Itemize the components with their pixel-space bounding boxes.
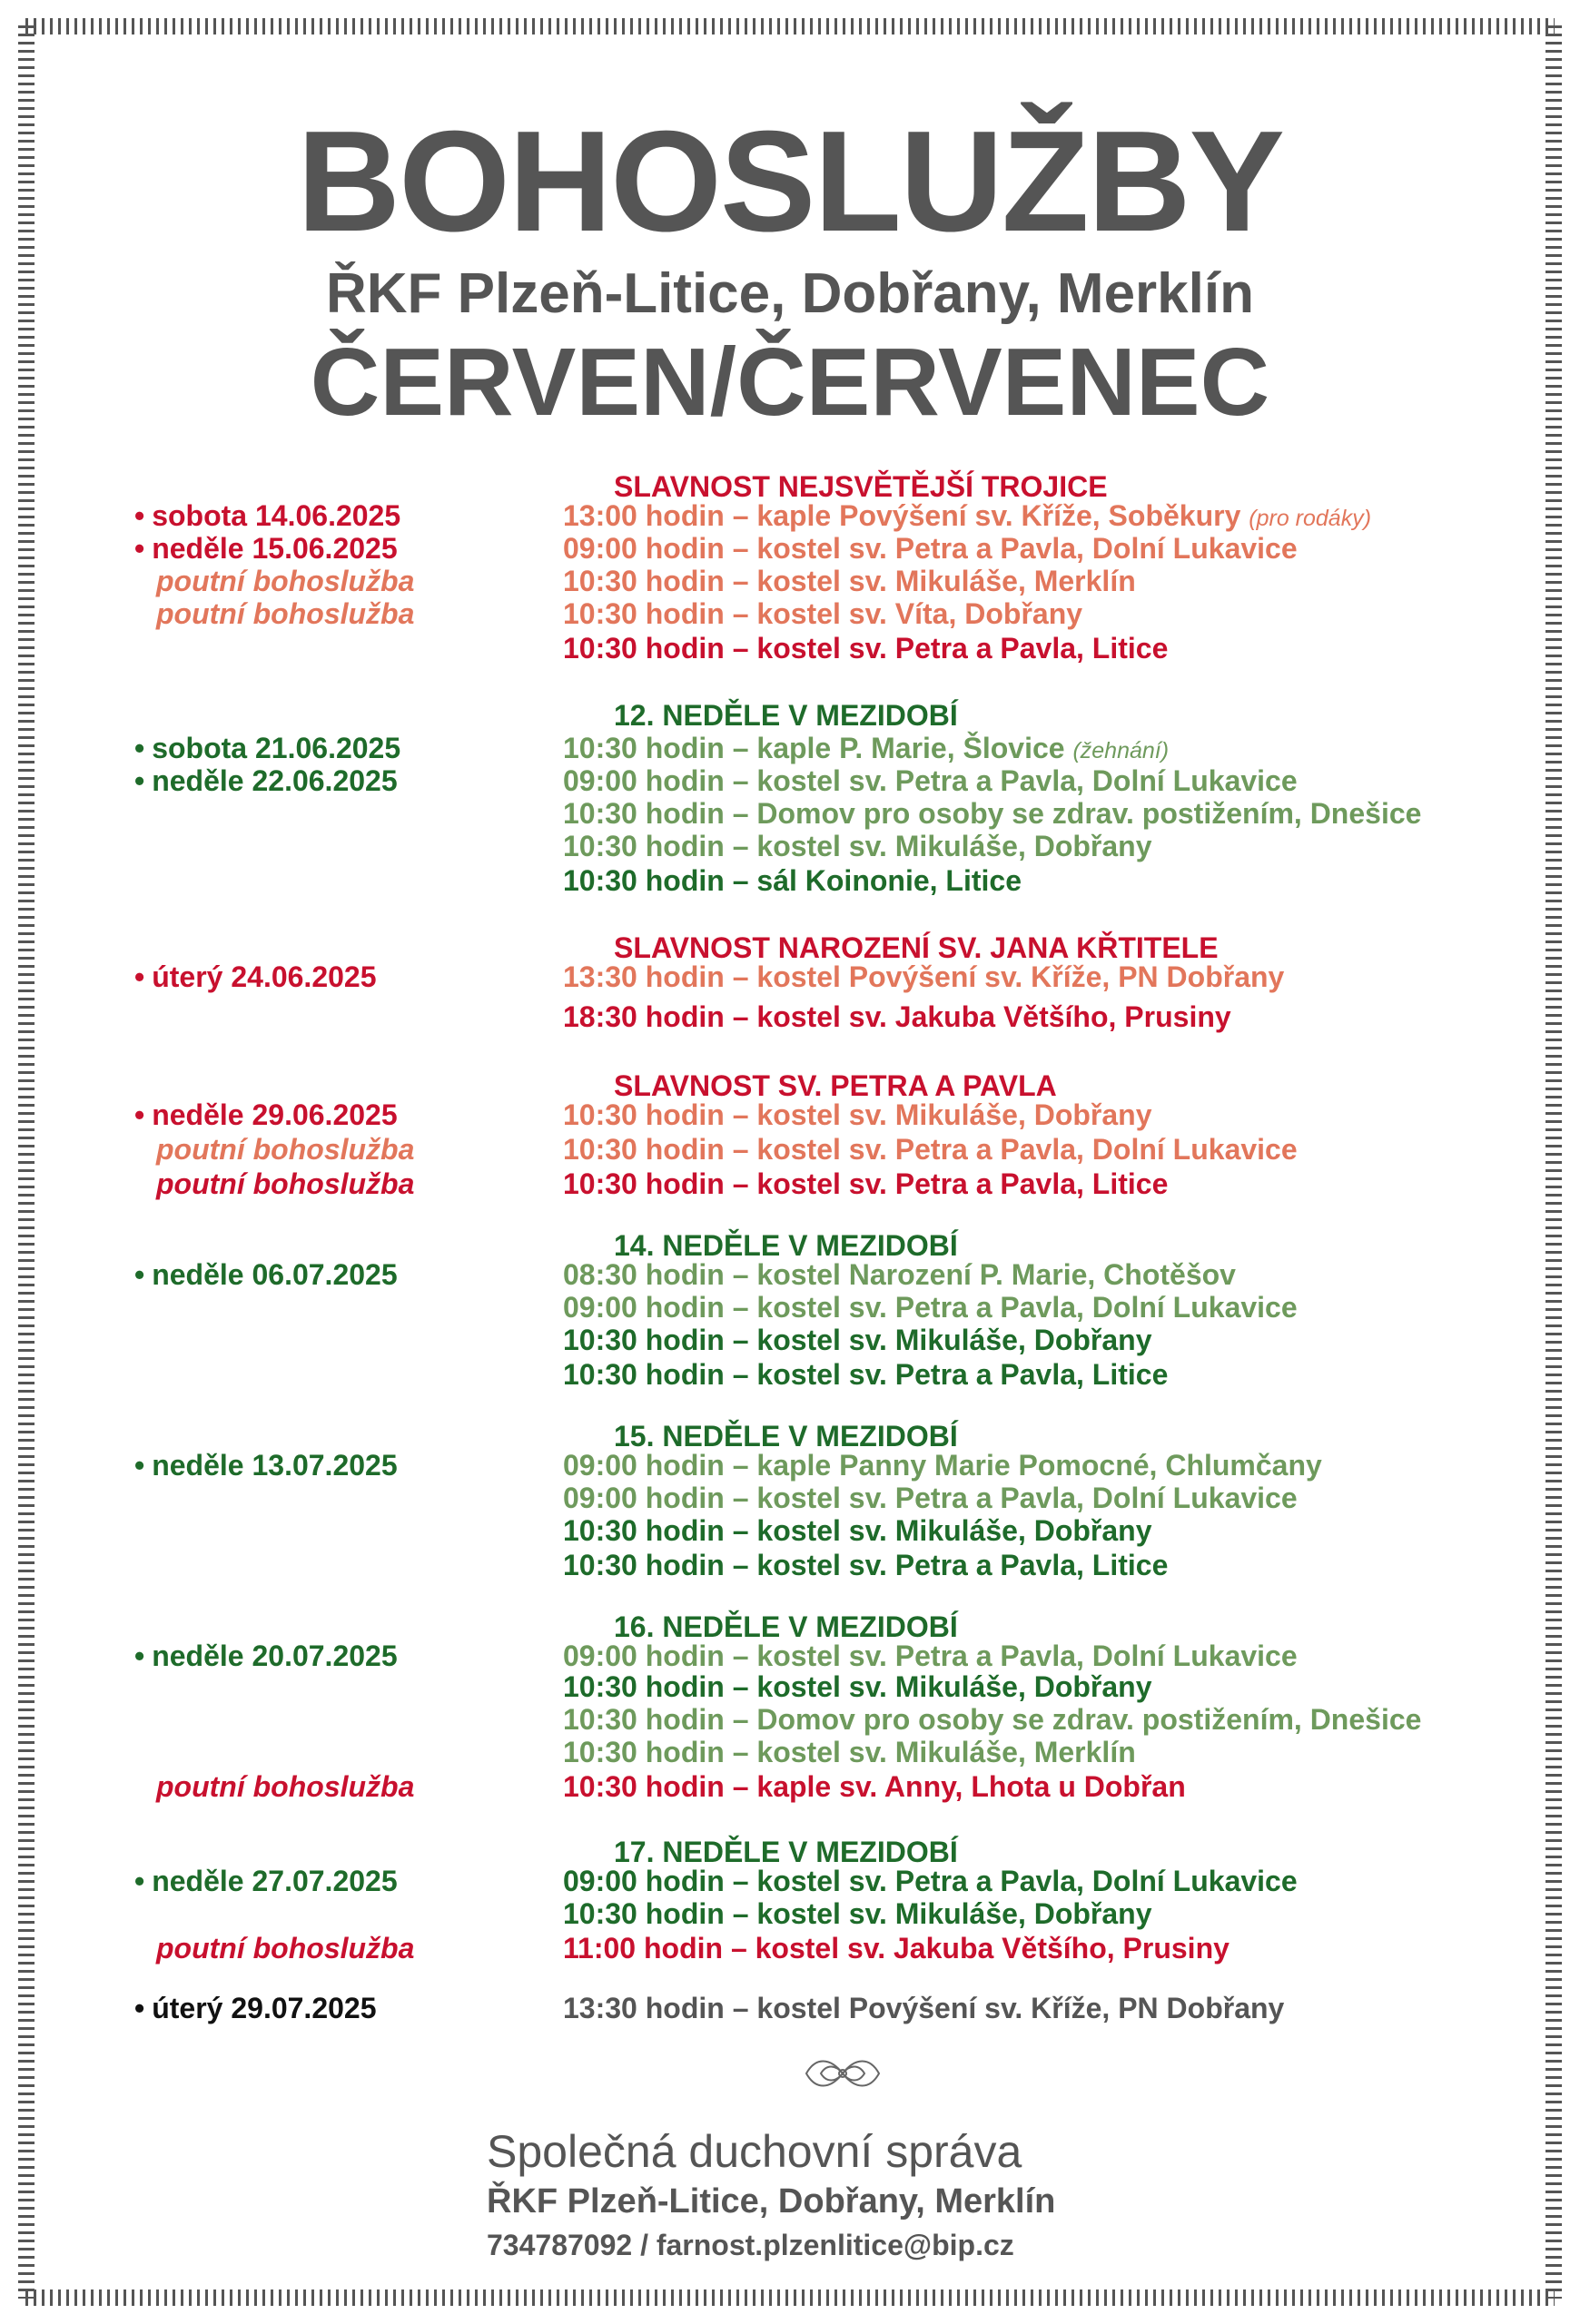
row-text: 10:30 hodin – kaple P. Marie, Šlovice (563, 732, 1065, 764)
row-text: úterý 24.06.2025 (152, 960, 377, 993)
service-entry (563, 1514, 1152, 1548)
bullet-icon: • (134, 732, 145, 764)
pilgrimage-note (156, 565, 414, 598)
service-entry (563, 797, 1421, 831)
service-entry (563, 1291, 1298, 1324)
row-text: poutní bohoslužba (156, 1932, 415, 1965)
service-entry (563, 1897, 1152, 1931)
service-entry (563, 732, 1169, 765)
pilgrimage-note (156, 597, 414, 631)
row-text: 10:30 hodin – kostel sv. Mikuláše, Dobřany (563, 1324, 1152, 1356)
service-date (134, 532, 398, 566)
row-text: 10:30 hodin – kaple sv. Anny, Lhota u Dobřan (563, 1770, 1186, 1803)
row-text: 09:00 hodin – kostel sv. Petra a Pavla, Dolní Lukavice (563, 1865, 1298, 1897)
bullet-icon: • (134, 960, 145, 993)
service-date (134, 1640, 398, 1673)
service-entry (563, 532, 1298, 566)
row-text: 10:30 hodin – kostel sv. Mikuláše, Merklín (563, 1736, 1136, 1768)
row-text: 09:00 hodin – kostel sv. Petra a Pavla, Dolní Lukavice (563, 1291, 1298, 1324)
service-entry (563, 960, 1284, 994)
row-text: 10:30 hodin – kostel sv. Mikuláše, Dobřany (563, 1098, 1152, 1131)
row-text: SLAVNOST NAROZENÍ SV. JANA KŘTITELE (614, 931, 1219, 964)
bullet-icon: • (134, 1640, 145, 1672)
row-text: neděle 29.06.2025 (152, 1098, 398, 1131)
service-entry (563, 1670, 1152, 1704)
service-date (134, 764, 398, 798)
row-text: sobota 14.06.2025 (152, 499, 401, 532)
row-text: 10:30 hodin – kostel sv. Petra a Pavla, Litice (563, 632, 1169, 665)
service-entry (563, 864, 1022, 898)
row-text: 11:00 hodin – kostel sv. Jakuba Většího, Prusiny (563, 1932, 1229, 1965)
row-text: 13:30 hodin – kostel Povýšení sv. Kříže, PN Dobřany (563, 960, 1285, 993)
pilgrimage-note (156, 1133, 414, 1167)
section-heading (614, 699, 958, 733)
service-entry (563, 1932, 1229, 1965)
row-text: neděle 20.07.2025 (152, 1640, 398, 1672)
service-entry (563, 565, 1136, 598)
service-entry (563, 1770, 1186, 1804)
row-text: 10:30 hodin – kostel sv. Víta, Dobřany (563, 597, 1083, 630)
service-entry (563, 1703, 1421, 1737)
row-text: 18:30 hodin – kostel sv. Jakuba Většího, Prusiny (563, 1000, 1231, 1033)
row-text: 10:30 hodin – kostel sv. Mikuláše, Dobřany (563, 1670, 1152, 1703)
frame-top-border (25, 18, 1555, 34)
bullet-icon: • (134, 1865, 145, 1897)
bullet-icon: • (134, 1258, 145, 1291)
service-entry (563, 830, 1152, 863)
row-text: 10:30 hodin – kostel sv. Mikuláše, Dobřany (563, 830, 1152, 862)
service-entry (563, 764, 1298, 798)
service-entry (563, 1736, 1136, 1769)
service-date (134, 1992, 377, 2025)
pilgrimage-note (156, 1932, 414, 1965)
service-entry (563, 1865, 1298, 1898)
row-text: 10:30 hodin – sál Koinonie, Litice (563, 864, 1022, 897)
row-text: 13:00 hodin – kaple Povýšení sv. Kříže, Soběkury (563, 499, 1241, 532)
row-text: poutní bohoslužba (156, 1133, 415, 1166)
service-entry (563, 1549, 1168, 1582)
row-text: 10:30 hodin – Domov pro osoby se zdrav. postižením, Dnešice (563, 1703, 1422, 1736)
bullet-icon: • (134, 532, 145, 565)
row-text: 10:30 hodin – kostel sv. Mikuláše, Merklín (563, 565, 1136, 597)
service-entry (563, 1258, 1236, 1292)
row-text: 10:30 hodin – kostel sv. Petra a Pavla, Litice (563, 1549, 1169, 1581)
row-text: 16. NEDĚLE V MEZIDOBÍ (614, 1610, 958, 1643)
poster-months: ČERVEN/ČERVENEC (310, 329, 1270, 436)
row-text: 12. NEDĚLE V MEZIDOBÍ (614, 699, 958, 732)
row-text: 10:30 hodin – kostel sv. Mikuláše, Dobřany (563, 1514, 1152, 1547)
poster-header (0, 102, 1580, 436)
poster-title: BOHOSLUŽBY (297, 102, 1283, 261)
service-entry (563, 1482, 1298, 1515)
service-entry (563, 1324, 1152, 1357)
bullet-icon: • (134, 1098, 145, 1131)
row-text: neděle 15.06.2025 (152, 532, 398, 565)
service-entry (563, 597, 1082, 631)
row-text: 17. NEDĚLE V MEZIDOBÍ (614, 1836, 958, 1868)
bullet-icon: • (134, 764, 145, 797)
row-text: 09:00 hodin – kaple Panny Marie Pomocné, Chlumčany (563, 1449, 1322, 1482)
row-aside: (pro rodáky) (1249, 506, 1372, 531)
row-text: 14. NEDĚLE V MEZIDOBÍ (614, 1229, 958, 1262)
service-date (134, 1449, 398, 1482)
pilgrimage-note (156, 1167, 414, 1201)
footer-org-line: Společná duchovní správa (487, 2126, 1022, 2177)
row-text: SLAVNOST SV. PETRA A PAVLA (614, 1069, 1057, 1102)
bullet-icon: • (134, 499, 145, 532)
service-entry (563, 1640, 1298, 1673)
row-text: 10:30 hodin – kostel sv. Mikuláše, Dobřany (563, 1897, 1152, 1930)
row-text: 09:00 hodin – kostel sv. Petra a Pavla, Dolní Lukavice (563, 1640, 1298, 1672)
service-entry (563, 499, 1371, 533)
service-date (134, 732, 400, 765)
row-text: 10:30 hodin – Domov pro osoby se zdrav. postižením, Dnešice (563, 797, 1422, 830)
service-date (134, 499, 400, 533)
service-entry (563, 1000, 1231, 1034)
row-text: úterý 29.07.2025 (152, 1992, 377, 2024)
row-text: 13:30 hodin – kostel Povýšení sv. Kříže, PN Dobřany (563, 1992, 1285, 2024)
bullet-icon: • (134, 1449, 145, 1482)
ornament-icon (799, 2053, 886, 2093)
service-entry (563, 1992, 1284, 2025)
service-date (134, 1865, 398, 1898)
row-text: poutní bohoslužba (156, 565, 415, 597)
service-date (134, 1258, 398, 1292)
row-text: 09:00 hodin – kostel sv. Petra a Pavla, Dolní Lukavice (563, 764, 1298, 797)
row-text: neděle 13.07.2025 (152, 1449, 398, 1482)
footer-parish-line: ŘKF Plzeň-Litice, Dobřany, Merklín (487, 2182, 1056, 2221)
row-text: SLAVNOST NEJSVĚTĚJŠÍ TROJICE (614, 470, 1108, 503)
service-entry (563, 1133, 1298, 1167)
service-entry (563, 1167, 1168, 1201)
row-text: neděle 06.07.2025 (152, 1258, 398, 1291)
service-entry (563, 1098, 1152, 1132)
row-text: neděle 27.07.2025 (152, 1865, 398, 1897)
bullet-icon: • (134, 1992, 145, 2024)
row-text: 10:30 hodin – kostel sv. Petra a Pavla, Litice (563, 1167, 1169, 1200)
row-text: 08:30 hodin – kostel Narození P. Marie, Chotěšov (563, 1258, 1236, 1291)
row-text: poutní bohoslužba (156, 597, 415, 630)
row-text: 10:30 hodin – kostel sv. Petra a Pavla, Dolní Lukavice (563, 1133, 1298, 1166)
service-date (134, 1098, 398, 1132)
service-date (134, 960, 377, 994)
row-text: poutní bohoslužba (156, 1770, 415, 1803)
frame-bottom-border (25, 2290, 1555, 2306)
pilgrimage-note (156, 1770, 414, 1804)
service-entry (563, 632, 1168, 665)
row-text: poutní bohoslužba (156, 1167, 415, 1200)
footer (487, 2124, 1055, 2266)
row-text: 15. NEDĚLE V MEZIDOBÍ (614, 1420, 958, 1452)
row-text: sobota 21.06.2025 (152, 732, 401, 764)
row-text: neděle 22.06.2025 (152, 764, 398, 797)
row-aside: (žehnání) (1072, 738, 1170, 763)
row-text: 09:00 hodin – kostel sv. Petra a Pavla, Dolní Lukavice (563, 1482, 1298, 1514)
row-text: 09:00 hodin – kostel sv. Petra a Pavla, Dolní Lukavice (563, 532, 1298, 565)
service-entry (563, 1449, 1322, 1482)
footer-contact-line: 734787092 / farnost.plzenlitice@bip.cz (487, 2229, 1014, 2261)
service-entry (563, 1358, 1168, 1392)
poster-subtitle: ŘKF Plzeň-Litice, Dobřany, Merklín (325, 262, 1254, 325)
row-text: 10:30 hodin – kostel sv. Petra a Pavla, Litice (563, 1358, 1169, 1391)
